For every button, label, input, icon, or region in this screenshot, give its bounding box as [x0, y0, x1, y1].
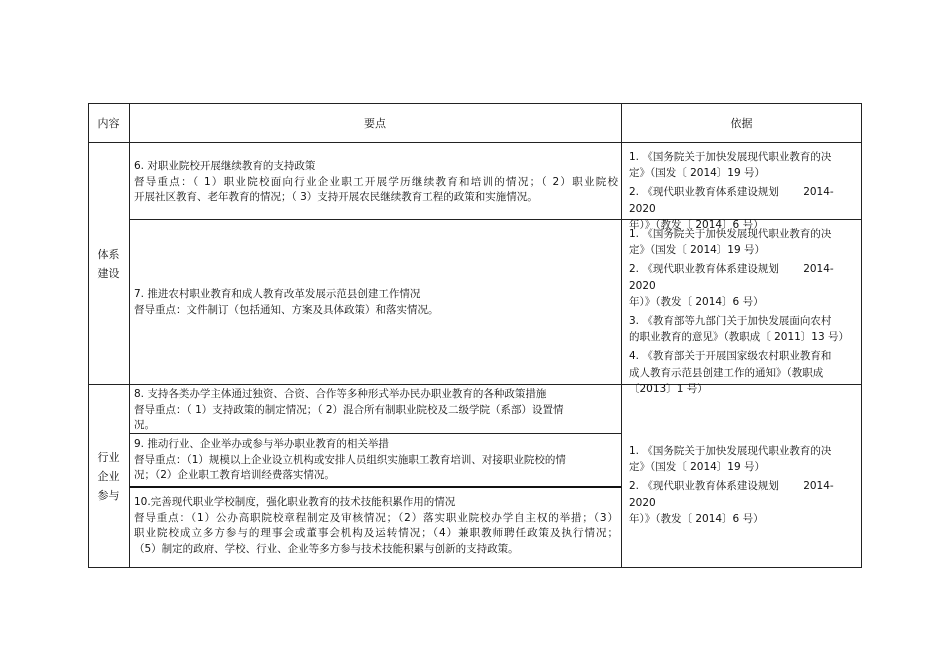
- item-detail-line: 督导重点：（ 1）支持政策的制定情况；（ 2）混合所有制职业院校及二级学院（系部）设置情: [134, 403, 564, 416]
- row-divider: [129, 486, 621, 488]
- basis-line: 3. 《教育部等九部门关于加快发展面向农村: [629, 315, 832, 328]
- header-basis: 依据: [730, 117, 753, 130]
- item-detail-line: 督导重点：（1）规模以上企业设立机构或安排人员组织实施职工教育培训、对接职业院校的情: [134, 453, 566, 466]
- basis-list: [621, 226, 862, 397]
- category-system-building: [88, 143, 129, 384]
- item-title: 7. 推进农村职业教育和成人教育改革发展示范县创建工作情况: [134, 288, 421, 300]
- category-industry-participation: [88, 385, 129, 567]
- item-detail-line: 职业院校成立多方参与的理事会或董事会机构及运转情况；（4）兼职教师聘任政策及执行情况；: [134, 527, 618, 539]
- basis-line: 〔2013〕1 号）: [629, 382, 708, 395]
- basis-line: 2. 《现代职业教育体系建设规划 2014-2020: [629, 480, 834, 509]
- item-detail-line: 况；（2）企业职工教育培训经费落实情况。: [134, 469, 335, 481]
- item-detail-line: 督导重点：（1）公办高职院校章程制定及审核情况；（2）落实职业院校办学自主权的举措；（3）: [134, 511, 618, 524]
- category-line: 参与: [97, 488, 120, 502]
- item-title: 10.完善现代职业学校制度，强化职业教育的技术技能积累作用的情况: [134, 496, 456, 508]
- table-row: [129, 437, 621, 484]
- item-detail-line: 督导重点：文件制订（包括通知、方案及具体政策）和落实情况。: [134, 303, 439, 316]
- item-title: 8. 支持各类办学主体通过独资、合资、合作等多种形式举办民办职业教育的各种政策措施: [134, 388, 547, 400]
- basis-line: 年）》（教发〔 2014〕6 号）: [629, 295, 764, 308]
- basis-line: 4. 《教育部关于开展国家级农村职业教育和: [629, 350, 832, 363]
- basis-line: 1. 《国务院关于加快发展现代职业教育的决: [629, 445, 832, 457]
- basis-line: 定》（国发〔 2014〕19 号）: [629, 244, 766, 257]
- basis-list: [621, 443, 862, 527]
- table-row: [129, 287, 621, 318]
- basis-line: 的职业教育的意见》（教职成〔 2011〕13 号）: [629, 331, 850, 344]
- basis-line: 定》（国发〔 2014〕19 号）: [629, 461, 766, 474]
- basis-line: 1. 《国务院关于加快发展现代职业教育的决: [629, 151, 832, 163]
- item-detail-line: （5）制定的政府、学校、行业、企业等多方参与技术技能积累与创新的支持政策。: [134, 542, 519, 555]
- category-line: 体系: [97, 247, 120, 261]
- item-detail-line: 况。: [134, 419, 155, 431]
- item-title: 9. 推动行业、企业举办或参与举办职业教育的相关举措: [134, 438, 389, 450]
- table-row: [129, 159, 621, 206]
- basis-line: 年）》（教发〔 2014〕6 号）: [629, 218, 764, 231]
- item-title: 6. 对职业院校开展继续教育的支持政策: [134, 160, 316, 172]
- basis-line: 2. 《现代职业教育体系建设规划 2014-2020: [629, 263, 834, 292]
- table-row: [129, 495, 621, 557]
- table-border-bottom: [88, 567, 862, 568]
- item-detail-line: 开展社区教育、老年教育的情况；（ 3）支持开展农民继续教育工程的政策和实施情况。: [134, 191, 538, 203]
- header-content: 内容: [97, 117, 120, 130]
- basis-list: [621, 149, 862, 233]
- category-line: 行业: [97, 450, 120, 464]
- category-line: 企业: [97, 469, 120, 483]
- basis-line: 成人教育示范县创建工作的通知》（教职成: [629, 366, 824, 379]
- basis-line: 1. 《国务院关于加快发展现代职业教育的决: [629, 228, 832, 240]
- item-detail-line: 督导重点：（ 1）职业院校面向行业企业职工开展学历继续教育和培训的情况；（ 2）职业院校: [134, 175, 618, 188]
- header-key-points: 要点: [364, 117, 386, 130]
- basis-line: 定》（国发〔 2014〕19 号）: [629, 167, 766, 180]
- category-line: 建设: [97, 266, 120, 280]
- basis-line: 2. 《现代职业教育体系建设规划 2014-2020: [629, 186, 834, 215]
- table-row: [129, 387, 621, 434]
- policy-table: [88, 103, 862, 568]
- basis-line: 年）》（教发〔 2014〕6 号）: [629, 512, 764, 525]
